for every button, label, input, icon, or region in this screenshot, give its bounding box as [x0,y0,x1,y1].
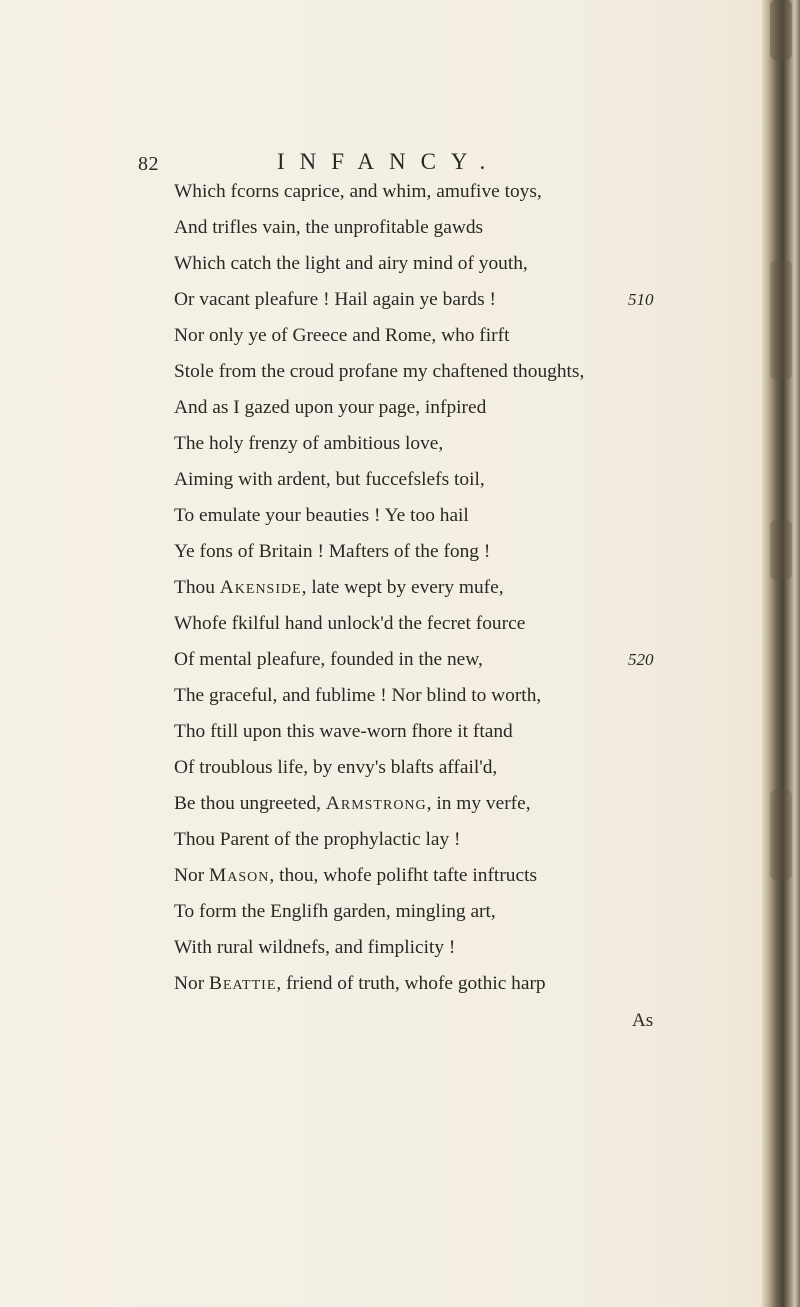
verse-line: Nor only ye of Greece and Rome, who firft [174,325,510,346]
verse-line: To form the Englifh garden, mingling art, [174,901,496,922]
line-number: 510 [628,290,654,309]
verse-line: Tho ftill upon this wave-worn fhore it ftand [174,721,513,742]
verse-line: And trifles vain, the unprofitable gawds [174,217,484,238]
page-number: 82 [138,153,159,175]
verse-line: Nor Beattie, friend of truth, whofe gothic harp [174,973,546,994]
spine-stain [770,520,792,580]
verse-line: To emulate your beauties ! Ye too hail [174,505,469,526]
verse-line: Or vacant pleafure ! Hail again ye bards ! [174,289,496,310]
verse-line: Ye fons of Britain ! Mafters of the fong ! [174,541,491,562]
verse-line: Aiming with ardent, but fuccefslefs toil, [174,469,485,490]
verse-line: And as I gazed upon your page, infpired [174,397,487,418]
verse-line: Be thou ungreeted, Armstrong, in my verfe, [174,793,531,814]
poet-name: Armstrong [325,793,427,814]
verse-line: Thou Parent of the prophylactic lay ! [174,829,461,850]
page-header [0,149,760,183]
verse-line: Of mental pleafure, founded in the new, [174,649,483,670]
verse-line: Which fcorns caprice, and whim, amufive toys, [174,181,542,202]
catchword: As [632,1010,654,1031]
verse-line: The holy frenzy of ambitious love, [174,433,444,454]
line-number: 520 [628,650,654,669]
running-head: INFANCY. [277,149,501,174]
spine-stain [770,790,792,880]
spine-stain [770,260,792,380]
verse-line: Whofe fkilful hand unlock'd the fecret fource [174,613,526,634]
poet-name: Mason [209,865,270,886]
verse-line: The graceful, and fublime ! Nor blind to worth, [174,685,542,706]
verse-line: With rural wildnefs, and fimplicity ! [174,937,456,958]
verse-line: Of troublous life, by envy's blafts affail'd, [174,757,498,778]
poet-name: Akenside [219,577,302,598]
book-spine-shadow [762,0,800,1307]
verse-line: Which catch the light and airy mind of youth, [174,253,528,274]
verse-line: Thou Akenside, late wept by every mufe, [174,577,504,598]
poet-name: Beattie [209,973,277,994]
spine-stain [770,0,792,60]
verse-line: Stole from the croud profane my chaftened thoughts, [174,361,585,382]
verse-line: Nor Mason, thou, whofe polifht tafte inftructs [174,865,538,886]
